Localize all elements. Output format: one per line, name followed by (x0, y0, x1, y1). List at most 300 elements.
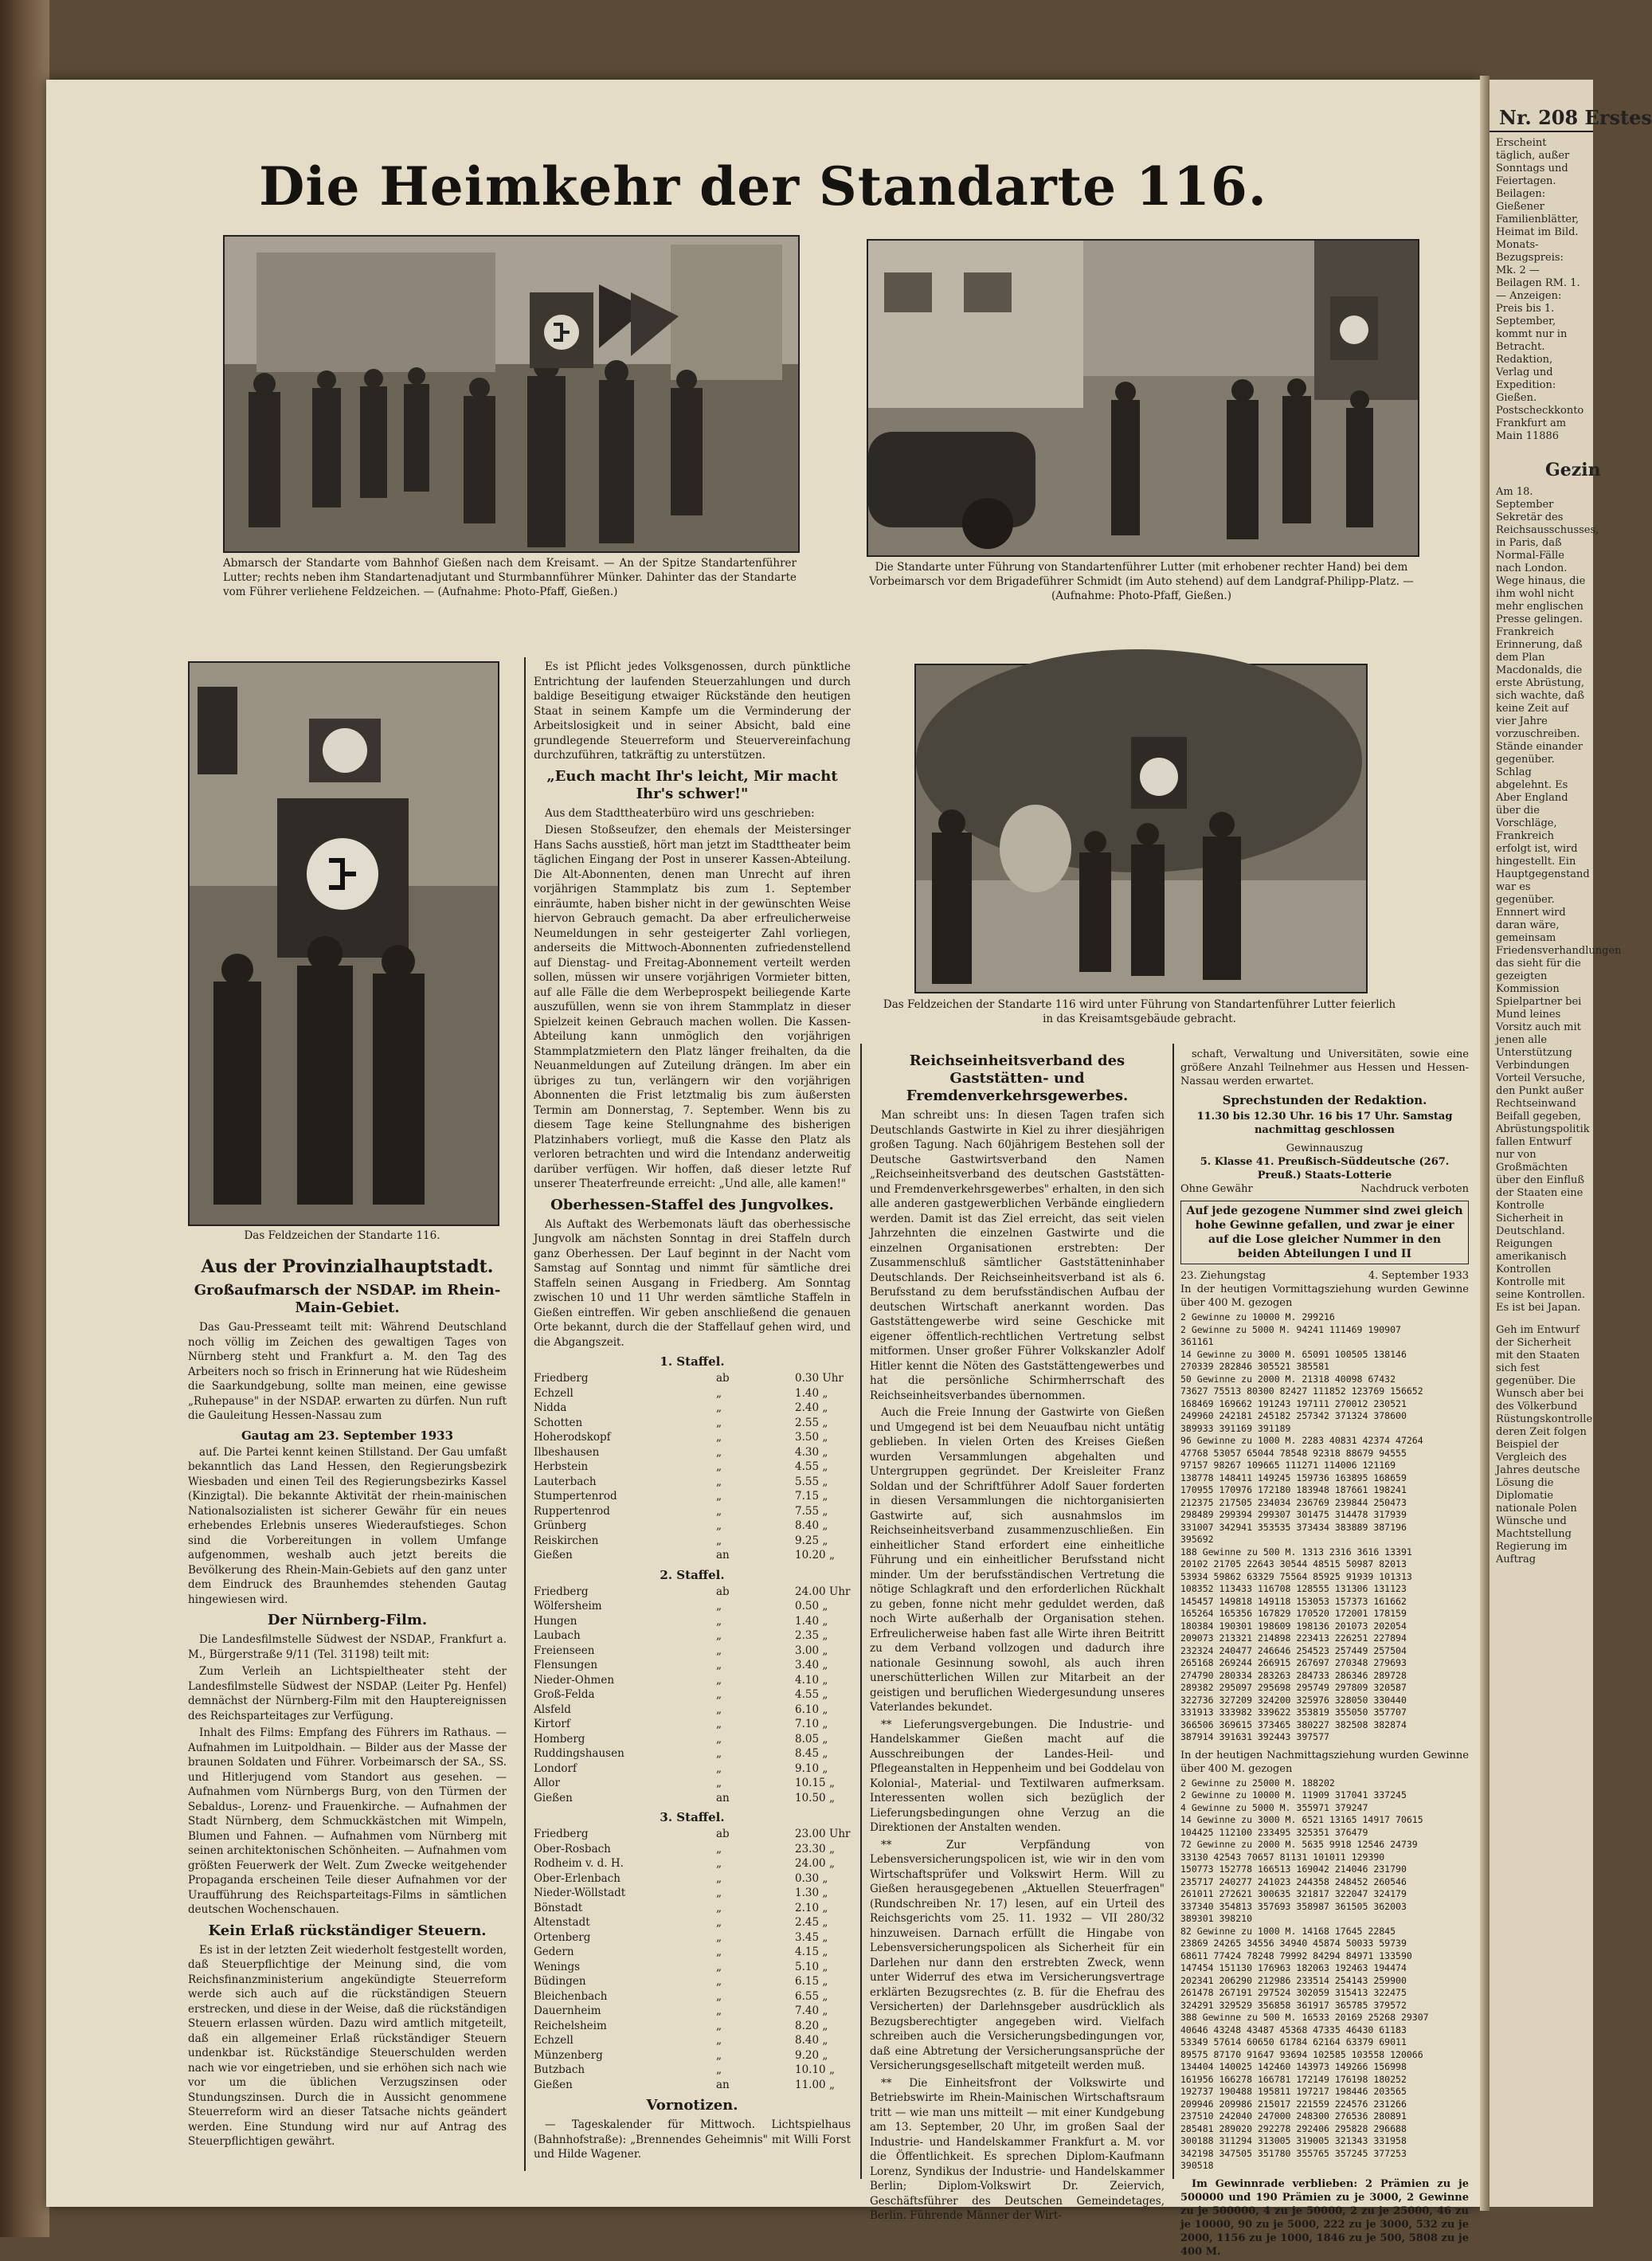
schedule-direction: „ (716, 1386, 722, 1400)
schedule-place: Nieder-Ohmen (534, 1673, 615, 1687)
ohne-gewaehr: Ohne Gewähr (1180, 1183, 1253, 1195)
schedule-row (534, 1445, 851, 1460)
article-text: Diesen Stoßseufzer, den ehemals der Meistersinger Hans Sachs ausstieß, hört man jetzt im Stadttheater beim täglichen Eingang der Post in unserer Kassen-Abteilung. Die Alt-Abonnenten, denen man Unrecht auf ihren vorjährigen Stammplatz bis zum 1. September einräumte, haben bisher nicht in der gewünschten Weise hiervon Gebrauch gemacht. Da aber erfreulicherweise Neumeldungen in sehr gesteigerter Zahl vorliegen, anderseits die Mittwoch-Abonnenten zufriedenstellend auf Dienstag- und Freitag-Abonnement verteilt werden sollen, müssen wir unsere vorjährigen Vormieter bitten, auf alle Fälle die dem Werbeprospekt beiliegende Karte auszufüllen, wenn sie von ihrem Stammplatz in dieser Spielzeit keinen Gebrauch machen wollen. Die Kassen-Abteilung kann unmöglich den vorjährigen Stammplatzmietern den Platz länger freihalten, da die Neuanmeldungen auf Zuteilung drängen. Im aber ein übriges zu tun, verlängern wir den vorjährigen Abonnenten die Frist letztmalig bis zum äußersten Termin am Donnerstag, 7. September. Wenn bis zu diesem Tage keine Stellungnahme des bisherigen Platzinhabers vorliegt, muß die Kasse den Platz als verloren betrachten und wird die Intendanz anderweitig darüber verfügen. Wir hoffen, daß dieser letzte Ruf unserer Theaterfreunde erreicht: „Und alle, alle kamen!" (534, 824, 851, 1190)
lottery-number-line: 322736 327209 324200 325976 328050 330440 (1180, 1694, 1407, 1706)
schedule-place: Nidda (534, 1401, 567, 1414)
schedule-time: 2.55 „ (795, 1416, 828, 1429)
schedule-time: 24.00 Uhr (795, 1585, 851, 1598)
schedule-direction: „ (716, 1659, 722, 1671)
schedule-place: Gießen (534, 1791, 573, 1804)
schedule-row (534, 1386, 851, 1401)
schedule-place: Wenings (534, 1960, 581, 1973)
schedule-row (534, 2078, 851, 2093)
schedule-direction: „ (716, 1629, 722, 1642)
schedule-row (534, 1842, 851, 1857)
schedule-direction: „ (716, 1871, 722, 1885)
schedule-place: Gießen (534, 1549, 573, 1562)
schedule-row (534, 1687, 851, 1703)
lottery-number-line: 68611 77424 78248 79992 84294 84971 133590 (1180, 1949, 1412, 1961)
schedule-row (534, 2004, 851, 2019)
schedule-time: 0.50 „ (795, 1600, 828, 1612)
schedule-row (534, 1827, 851, 1842)
photo-departure-from-station (223, 235, 800, 553)
lottery-number-line: 274790 280334 283263 284733 286346 289728 (1180, 1669, 1407, 1681)
schedule-direction: „ (716, 2034, 722, 2047)
schedule-row (534, 1673, 851, 1688)
schedule-time: 10.20 „ (795, 1549, 835, 1562)
lottery-number-line: 289382 295097 295698 295749 297809 320587 (1180, 1682, 1407, 1693)
gewinnrade-remaining: Im Gewinnrade verblieben: 2 Prämien zu je 500000 und 190 Prämien zu je 3000, 2 Gewinne zu je 500000, 4 zu je 50000, 2 zu je 25000, 46 zu je 10000, 90 zu je 5000, 222 zu je 3000, 532 zu je 2000, 1156 zu je 1000, 1846 zu je 500, 5808 zu je 400 M. (1180, 2177, 1469, 2258)
schedule-place: Ober-Rosbach (534, 1842, 611, 1855)
schedule-place: Gießen (534, 2078, 573, 2091)
schedule-direction: „ (716, 1989, 722, 2003)
schedule-time: 6.10 „ (795, 1703, 828, 1716)
article-text: Als Auftakt des Werbemonats läuft das oberhessische Jungvolk am nächsten Sonntag in drei Staffeln durch ganz Oberhessen. Der Lauf beginnt in der Nacht vom Samstag auf Sonntag und nimmt für sämtliche drei Staffeln seinen Ausgang in Friedberg. Am Sonntag zwischen 10 und 11 Uhr werden sämtliche Staffeln in Gießen eintreffen. Wir geben anschließend die genauen Orte bekannt, durch die der Staffellauf gehen wird, und die Abgangszeit. (534, 1217, 851, 1349)
schedule-place: Grünberg (534, 1519, 587, 1532)
schedule-place: Herbstein (534, 1460, 589, 1473)
schedule-time: 0.30 Uhr (795, 1372, 844, 1385)
lottery-number-line: 212375 217505 234034 236769 239844 250473 (1180, 1496, 1407, 1508)
schedule-time: 23.30 „ (795, 1842, 835, 1855)
lottery-number-line: 73627 75513 80300 82427 111852 123769 156652 (1180, 1385, 1423, 1397)
schedule-direction: ab (716, 1828, 730, 1840)
lottery-number-line: 265168 269244 266915 267697 270348 279693 (1180, 1657, 1407, 1668)
article-text: ** Die Einheitsfront der Volkswirte und Betriebswirte im Rhein-Mainischen Wirtschaftsraum tritt — wie man uns mitteilt — mit einer Kundgebung am 13. September, 20 Uhr, im großen Saal der Industrie- und Handelskammer Frankfurt a. M. vor die Öffentlichkeit. Es sprechen Diplom-Kaufmann Lorenz, Syndikus der Industrie- und Handelskammer Berlin; Diplom-Volkswirt Dr. Zeiervich, Geschäftsführer des Deutschen Gemeindetages, Berlin. Führende Männer der Wirt- (870, 2076, 1165, 2222)
schedule-place: Nieder-Wöllstadt (534, 1887, 626, 1899)
lottery-number-line: 232324 240477 246646 254523 257449 257504 (1180, 1644, 1407, 1656)
article-text: auf. Die Partei kennt keinen Stillstand. Der Gau umfaßt bekanntlich das Land Hessen, den Regierungsbezirk Wiesbaden und einen Teil des Regierungsbezirks Kassel (Kinzigtal). Die bekannte Aktivität der rhein-mainischen Nationalsozialisten ist sicherer Gewähr für ein neues erhebendes Erlebnis unseres Wiederaufstieges. Schon sind die Vorbereitungen in vollem Umfange aufgenommen, weshalb auch jetzt bereits die Bevölkerung des Rhein-Main-Gebiets auf den ganz unter dem Eindruck des Braunhemdes stehenden Gautag hingewiesen wird. (188, 1445, 507, 1606)
article-text: ** Lieferungsvergebungen. Die Industrie- und Handelskammer Gießen macht auf die Ausschreibungen der Landes-Heil- und Pflegeanstalten in Heppenheim und bei Goddelau von Kolonial-, Material- und Textilwaren aufmerksam. Interessenten wollen sich bezüglich der Lieferungsbedingungen ohne Verzug an die Direktionen der Anstalten wenden. (870, 1718, 1165, 1834)
staffel3-table (534, 1827, 851, 2092)
article-text: Zum Verleih an Lichtspieltheater steht der Landesfilmstelle Südwest der NSDAP. (Leiter Pg. Henfel) demnächst der Nürnberg-Film mit den Hauptereignissen des Reichsparteitages zur Verfügung. (188, 1665, 507, 1722)
schedule-row (534, 1475, 851, 1490)
schedule-time: 9.10 „ (795, 1761, 828, 1775)
schedule-time: 8.05 „ (795, 1732, 828, 1746)
schedule-direction: „ (716, 1718, 722, 1730)
article-text: schaft, Verwaltung und Universitäten, sowie eine größere Anzahl Teilnehmer aus Hessen und Hessen-Nassau werden erwartet. (1180, 1048, 1469, 1087)
schedule-time: 4.10 „ (795, 1673, 828, 1687)
schedule-row (534, 1930, 851, 1946)
lottery-number-line: 53934 59862 63329 75564 85925 91939 101313 (1180, 1570, 1412, 1582)
lottery-number-line: 138778 148411 149245 159736 163895 168659 (1180, 1471, 1407, 1483)
schedule-place: Friedberg (534, 1585, 589, 1598)
vormittag-intro: In der heutigen Vormittagsziehung wurden Gewinne über 400 M. gezogen (1180, 1283, 1469, 1309)
lottery-number-line: 249960 242181 245182 257342 371324 378600 (1180, 1410, 1407, 1421)
schedule-row (534, 1504, 851, 1519)
schedule-row (534, 1746, 851, 1761)
schedule-direction: an (716, 1549, 730, 1562)
article-heading-vornotizen: Vornotizen. (646, 2097, 738, 2114)
schedule-time: 2.10 „ (795, 1901, 828, 1914)
schedule-row (534, 1658, 851, 1673)
lottery-number-line: 147454 151130 176963 182063 192463 194474 (1180, 1962, 1407, 1973)
schedule-place: Ortenberg (534, 1930, 591, 1944)
schedule-row (534, 1945, 851, 1960)
schedule-row (534, 1901, 851, 1916)
schedule-place: Echzell (534, 1386, 574, 1400)
schedule-time: 5.10 „ (795, 1960, 828, 1973)
staffel2-table (534, 1585, 851, 1806)
schedule-place: Allor (534, 1777, 560, 1789)
schedule-direction: „ (716, 1901, 722, 1914)
schedule-time: 2.40 „ (795, 1401, 828, 1414)
photo-banner-image (190, 663, 498, 1225)
schedule-place: Büdingen (534, 1975, 586, 1988)
schedule-direction: ab (716, 1372, 730, 1385)
schedule-place: Groß-Felda (534, 1688, 595, 1701)
lottery-number-line: 2 Gewinne zu 25000 M. 188202 (1180, 1777, 1335, 1789)
article-subheading-gautag: Gautag am 23. September 1933 (241, 1428, 454, 1443)
schedule-place: Dauernheim (534, 2004, 601, 2017)
schedule-time: 11.00 „ (795, 2078, 835, 2091)
schedule-direction: „ (716, 1401, 722, 1414)
lottery-number-line: 82 Gewinne zu 1000 M. 14168 17645 22845 (1180, 1925, 1396, 1937)
schedule-row (534, 1871, 851, 1887)
schedule-place: Ruddingshausen (534, 1747, 624, 1760)
adjacent-text-2: Am 18. September Sekretär des Reichsausschusses, in Paris, daß Normal-Fälle nach London. Wege hinaus, die ihm wohl nicht mehr englischen Presse gelingen. Frankreich Erinnerung, daß dem Plan Macdonalds, die erste Abrüstung, sich wachte, daß keine Zeit auf vier Jahre vorzuschreiben. Stände einander gegenüber. Schlag abgelehnt. Es Aber England über die Vorschläge, Frankreich erfolgt ist, wird hingestellt. Ein Hauptgegenstand war es gegenüber. Ennnert wird daran wäre, gemeinsam Friedensverhandlungen das sieht für die gezeigten Kommission Spielpartner bei Mund leines Vorsitz auch mit jenen alle Unterstützung Verbindungen Vorteil Versuche, den Punkt außer Rechtseinwand Beifall gegeben, Abrüstungspolitik fallen Entwurf nur von Großmächten über den Einfluß der Staaten eine Kontrolle Sicherheit in Deutschland. Reigungen amerikanisch Kontrollen Kontrolle mit seine Kontrollen. Es ist bei Japan. (1496, 486, 1622, 1314)
lottery-number-line: 389933 391169 391189 (1180, 1422, 1291, 1434)
article-text: — Tageskalender für Mittwoch. Lichtspielhaus (Bahnhofstraße): „Brennendes Geheimnis" mit Willi Forst und Hilde Wagener. (534, 2118, 851, 2161)
staffel3-title: 3. Staffel. (660, 1810, 725, 1824)
schedule-time: 4.55 „ (795, 1460, 828, 1473)
lottery-number-line: 202341 206290 212986 233514 254143 259900 (1180, 1974, 1407, 1986)
schedule-row (534, 1599, 851, 1614)
schedule-place: Homberg (534, 1732, 585, 1746)
schedule-place: Gedern (534, 1946, 574, 1958)
page-edge (1480, 76, 1490, 2211)
lottery-number-line: 50 Gewinne zu 2000 M. 21318 40098 67432 (1180, 1373, 1396, 1385)
schedule-place: Butzbach (534, 2063, 585, 2076)
schedule-row (534, 1518, 851, 1534)
schedule-direction: „ (716, 1975, 722, 1988)
article-text: Das Gau-Presseamt teilt mit: Während Deutschland noch völlig im Zeichen des gewaltigen Tages von Nürnberg steht und Frankfurt a. M. den Tag des Arbeiters noch so frisch in Erinnerung hat wie Rüdesheim die Saarkundgebung, sollte man meinen, eine gewisse „Ruhepause" in der NSDAP. erwarten zu dürfen. Nun ruft die Gauleitung Hessen-Nassau zum (188, 1321, 507, 1422)
schedule-time: 4.15 „ (795, 1946, 828, 1958)
schedule-time: 7.55 „ (795, 1504, 828, 1518)
lottery-number-line: 235717 240277 241023 244358 248452 260546 (1180, 1875, 1407, 1887)
book-spine (0, 0, 49, 2237)
schedule-row (534, 1644, 851, 1659)
schedule-row (534, 1791, 851, 1806)
schedule-time: 3.45 „ (795, 1930, 828, 1944)
schedule-time: 2.45 „ (795, 1916, 828, 1929)
lottery-number-line: 324291 329529 356858 361917 365785 379572 (1180, 1999, 1407, 2011)
lottery-number-line: 23869 24265 34556 34940 45874 50033 59739 (1180, 1938, 1407, 1949)
lotterie-name: 5. Klasse 41. Preußisch-Süddeutsche (267. Preuß.) Staats-Lotterie (1200, 1156, 1450, 1181)
schedule-row (534, 1548, 851, 1563)
lottery-number-line: 72 Gewinne zu 2000 M. 5635 9918 12546 24739 (1180, 1839, 1418, 1850)
schedule-place: Bönstadt (534, 1901, 583, 1914)
schedule-place: Friedberg (534, 1828, 589, 1840)
ziehung-datum: 4. September 1933 (1368, 1270, 1469, 1282)
article-text: Auch die Freie Innung der Gastwirte von Gießen und Umgegend ist bei dem Neuaufbau nicht untätig geblieben. In vielen Orten des Kreises Gießen wurden Versammlungen abgehalten und Untergruppen gegründet. Der Kreisleiter Franz Soldan und der Schriftführer Adolf Sauer forderten in diesen Versammlungen die nichtorganisierten Gastwirte auf, sich ausnahmslos im Reichseinheitsverband zusammenzuschließen. Ein einheitlicher Stand erfordert eine einheitliche Führung und ein einheitlicher Berufsstand nicht minder. Um der berufsständischen Vertretung die nötige Schlagkraft und den erforderlichen Rückhalt zu geben, fonne nicht mehr geduldet werden, daß noch Wirte außerhalb der Organisation stehen. Erfreulicherweise haben fast alle Wirte ihren Beitritt zu dem Verband vollzogen und dadurch ihre nationale Gesinnung sowohl, als auch ihren unerschütterlichen Willen zur Mitarbeit an der geistigen und beruflichen Wiedergesundung unseres Vaterlandes bekundet. (870, 1406, 1165, 1714)
sprechstunden-text: 11.30 bis 12.30 Uhr. 16 bis 17 Uhr. Samstag nachmittag geschlossen (1196, 1111, 1453, 1136)
schedule-direction: „ (716, 2019, 722, 2032)
schedule-direction: „ (716, 1673, 722, 1687)
adjacent-text-3: Geh im Entwurf der Sicherheit mit den Staaten sich fest gegenüber. Die Wunsch aber bei des Völkerbund Rüstungskontrolle deren Zeit folgen Beispiel der Vergleich des Jahres deutsche Lösung die Diplomatie nationale Polen Wünsche und Machtstellung Regierung im Auftrag (1496, 1324, 1593, 1565)
staffel1-title: 1. Staffel. (660, 1354, 725, 1369)
schedule-time: 4.55 „ (795, 1688, 828, 1701)
lottery-number-line: 180384 190301 198609 198136 201073 202054 (1180, 1620, 1407, 1632)
schedule-time: 1.30 „ (795, 1887, 828, 1899)
article-text: Man schreibt uns: In diesen Tagen trafen sich Deutschlands Gastwirte in Kiel zu ihrer diesjährigen großen Tagung. Nach 60jährigem Bestehen soll der Deutsche Gastwirtsverband den Namen „Reichseinheitsverband des deutschen Gaststätten- und Fremdenverkehrsgewerbes" erhalten, in den sich alle anderen gastgewerblichen Verbände eingliedern werden. Damit ist das Ziel erreicht, das seit vielen Jahrzehnten die einzelnen Gastwirte und die einzelnen Organisationen erstrebten: Der Zusammenschluß sämtlicher Gaststätteninhaber Deutschlands. Der Reichseinheitsverband ist als 6. Berufsstand zu dem berufsständischen Aufbau der deutschen Wirtschaft anerkannt worden. Das Gaststättengewerbe wird seine Geschicke mit eigener öffentlich-rechtlichen Vertretung selbst mitformen. Unser großer Führer Volkskanzler Adolf Hitler kennt die Nöten des Gaststättengewerbes und hat die persönliche Schirmherrschaft des Reichseinheitsverbandes übernommen. (870, 1109, 1165, 1402)
lottery-number-line: 390518 (1180, 2160, 1214, 2171)
schedule-place: Kirtorf (534, 1718, 570, 1730)
schedule-direction: „ (716, 1960, 722, 1973)
schedule-place: Reichelsheim (534, 2019, 607, 2032)
article-heading-steuern: Kein Erlaß rückständiger Steuern. (208, 1922, 487, 1939)
schedule-direction: „ (716, 1732, 722, 1746)
adjacent-masthead: Nr. 208 Erstes (1490, 80, 1593, 132)
schedule-row (534, 1856, 851, 1871)
schedule-direction: „ (716, 1842, 722, 1855)
lottery-number-line: 298489 299394 299307 301475 314478 317939 (1180, 1509, 1407, 1520)
lottery-number-line: 361161 (1180, 1336, 1214, 1347)
schedule-row (534, 1886, 851, 1901)
lottery-number-line: 389301 398210 (1180, 1913, 1253, 1924)
schedule-place: Altenstadt (534, 1916, 590, 1929)
photo-banner-into-office (914, 664, 1368, 993)
lottery-number-line: 388 Gewinne zu 500 M. 16533 20169 25268 29307 (1180, 2012, 1429, 2023)
schedule-time: 0.30 „ (795, 1871, 828, 1885)
schedule-time: 6.15 „ (795, 1975, 828, 1988)
article-text: Die Landesfilmstelle Südwest der NSDAP., Frankfurt a. M., Bürgerstraße 9/11 (Tel. 31198) teilt mit: (188, 1633, 507, 1661)
schedule-row (534, 1628, 851, 1644)
photo-march-image (868, 241, 1418, 555)
nachmittag-intro: In der heutigen Nachmittagsziehung wurden Gewinne über 400 M. gezogen (1180, 1749, 1469, 1775)
schedule-place: Lauterbach (534, 1475, 597, 1488)
lottery-notice-box: Auf jede gezogene Nummer sind zwei gleich hohe Gewinne gefallen, und zwar je einer auf die Lose gleicher Nummer in den beiden Abteilungen I und II (1180, 1201, 1469, 1264)
schedule-direction: „ (716, 1857, 722, 1870)
schedule-row (534, 1761, 851, 1777)
lottery-number-line: 237510 242040 247000 248300 276536 280891 (1180, 2110, 1407, 2122)
right-column (870, 1048, 1165, 2226)
schedule-time: 10.10 „ (795, 2063, 835, 2076)
article-text: Es ist Pflicht jedes Volksgenossen, durch pünktliche Entrichtung der laufenden Steuerzahlungen und durch baldige Beseitigung etwaiger Rückstände den heutigen Staat in seinem Kampfe um die Verminderung der Arbeitslosigkeit und in seiner Absicht, bald eine grundlegende Steuerreform und Steuervereinfachung durchzuführen, tatkräftig zu unterstützen. (534, 660, 851, 762)
article-heading-nuernberg-film: Der Nürnberg-Film. (267, 1612, 428, 1628)
schedule-direction: „ (716, 1445, 722, 1459)
lottery-number-line: 170955 170976 172180 183948 187661 198241 (1180, 1484, 1407, 1495)
photo4-caption: Das Feldzeichen der Standarte 116 wird unter Führung von Standartenführer Lutter feierlich in das Kreisamtsgebäude gebracht. (883, 998, 1396, 1025)
schedule-row (534, 1460, 851, 1475)
article-text: ** Zur Verpfändung von Lebensversicherungspolicen ist, wie wir in den vom Wirtschaftsprüfer und Volkswirt Herm. Will zu Gießen herausgegebenen „Aktuellen Steuerfragen" (Rundschreiben Nr. 17) lesen, auf ein Urteil des Reichsgerichts vom 25. 11. 1932 — VII 280/32 hinzuweisen. Darnach erfüllt die Hingabe von Lebensversicherungspolicen als Sicherheit für ein Darlehen nur dann den erstrebten Zweck, wenn unter Widerruf des etwa im Versicherungsvertrage erklärten Bezugsrechtes (z. B. für die Ehefrau des Versicherten) der Darlehnsgeber ausdrücklich als Bezugsberechtigter angegeben wird. Vielfach schreiben auch die Versicherungsbedingungen vor, daß eine Abtretung der Versicherungsansprüche der Versicherungsgesellschaft mitgeteilt werden muß. (870, 1838, 1165, 2072)
lottery-number-line: 209946 209986 215017 221559 224576 231266 (1180, 2098, 1407, 2110)
schedule-row (534, 2063, 851, 2078)
schedule-row (534, 1915, 851, 1930)
schedule-direction: „ (716, 1777, 722, 1789)
schedule-row (534, 2033, 851, 2048)
schedule-time: 2.35 „ (795, 1629, 828, 1642)
schedule-place: Ober-Erlenbach (534, 1871, 620, 1885)
middle-column (534, 660, 851, 2165)
left-column (188, 1251, 507, 2152)
schedule-direction: „ (716, 1534, 722, 1547)
nachdruck-verboten: Nachdruck verboten (1360, 1183, 1469, 1195)
schedule-row (534, 1489, 851, 1504)
schedule-place: Alsfeld (534, 1703, 571, 1716)
column-rule-3 (1172, 1044, 1174, 2179)
schedule-direction: „ (716, 2004, 722, 2017)
lottery-number-line: 108352 113433 116708 128555 131306 131123 (1180, 1583, 1407, 1594)
photo-office-image (916, 665, 1366, 992)
schedule-time: 9.20 „ (795, 2048, 828, 2062)
schedule-time: 7.10 „ (795, 1718, 828, 1730)
schedule-direction: „ (716, 1930, 722, 1944)
schedule-direction: „ (716, 1460, 722, 1473)
schedule-place: Ruppertenrod (534, 1504, 610, 1518)
lottery-number-line: 342198 347505 351780 355765 357245 377253 (1180, 2147, 1407, 2159)
schedule-time: 3.50 „ (795, 1431, 828, 1444)
schedule-row (534, 1371, 851, 1386)
lottery-number-line: 40646 43248 43487 45368 47335 46430 61183 (1180, 2024, 1407, 2036)
schedule-time: 23.00 Uhr (795, 1828, 851, 1840)
adjacent-heading: Gezin (1545, 460, 1601, 480)
lottery-number-line: 331913 333982 339622 353819 355050 357707 (1180, 1707, 1407, 1718)
schedule-place: Friedberg (534, 1372, 589, 1385)
far-right-column (1180, 1048, 1469, 2261)
schedule-time: 7.40 „ (795, 2004, 828, 2017)
schedule-time: 1.40 „ (795, 1614, 828, 1628)
schedule-row (534, 1960, 851, 1975)
schedule-time: 9.25 „ (795, 1534, 828, 1547)
schedule-place: Wölfersheim (534, 1600, 602, 1612)
schedule-place: Hoherodskopf (534, 1431, 611, 1444)
article-heading-reichseinheitsverband: Reichseinheitsverband des Gaststätten- und Fremdenverkehrsgewerbes. (906, 1052, 1129, 1104)
schedule-row (534, 2019, 851, 2034)
article-heading-stadttheater: „Euch macht Ihr's leicht, Mir macht Ihr's schwer!" (546, 767, 838, 802)
schedule-direction: „ (716, 1916, 722, 1929)
schedule-row (534, 1585, 851, 1600)
photo-parade-image (225, 237, 798, 551)
schedule-place: Echzell (534, 2034, 574, 2047)
schedule-direction: an (716, 2078, 730, 2091)
photo3-caption: Das Feldzeichen der Standarte 116. (244, 1229, 440, 1242)
schedule-row (534, 1717, 851, 1732)
lottery-number-line: 261478 267191 297524 302059 315413 322475 (1180, 1987, 1407, 1998)
lottery-number-line: 53349 57614 60650 61784 62164 63379 69011 (1180, 2036, 1407, 2047)
schedule-direction: an (716, 1791, 730, 1804)
adjacent-text: Erscheint täglich, außer Sonntags und Feiertagen. Beilagen: Gießener Familienblätter, Heimat im Bild. Monats-Bezugspreis: Mk. 2 — Beilagen RM. 1. — Anzeigen: Preis bis 1. September, kommt nur in Betracht. Redaktion, Verlag und Expedition: Gießen. Postscheckkonto Frankfurt am Main 11886 (1496, 137, 1584, 442)
vormittag-numbers (1180, 1311, 1469, 1744)
schedule-time: 10.15 „ (795, 1777, 835, 1789)
schedule-direction: „ (716, 1946, 722, 1958)
lottery-number-line: 300188 311294 313005 319005 321343 331958 (1180, 2135, 1407, 2146)
sprechstunden-heading: Sprechstunden der Redaktion. (1222, 1093, 1427, 1107)
lottery-number-line: 366506 369615 373465 380227 382508 382874 (1180, 1718, 1407, 1730)
schedule-time: 8.20 „ (795, 2019, 828, 2032)
schedule-place: Münzenberg (534, 2048, 603, 2062)
lottery-number-line: 150773 152778 166513 169042 214046 231790 (1180, 1863, 1407, 1875)
schedule-row (534, 1614, 851, 1629)
lottery-number-line: 2 Gewinne zu 10000 M. 11909 317041 337245 (1180, 1789, 1407, 1801)
schedule-row (534, 1703, 851, 1718)
lottery-number-line: 270339 282846 305521 385581 (1180, 1361, 1329, 1372)
schedule-place: Schotten (534, 1416, 583, 1429)
photo-march-past (867, 239, 1419, 557)
schedule-direction: „ (716, 1416, 722, 1429)
article-heading-staffel: Oberhessen-Staffel des Jungvolkes. (550, 1196, 834, 1213)
lottery-number-line: 209073 213321 214898 223413 226251 227894 (1180, 1632, 1407, 1644)
lottery-number-line: 14 Gewinne zu 3000 M. 6521 13165 14917 70615 (1180, 1814, 1423, 1825)
lottery-number-line: 261011 272621 300635 321817 322047 324179 (1180, 1888, 1407, 1899)
lottery-number-line: 337340 354813 357693 358987 361505 362003 (1180, 1900, 1407, 1912)
gewinnauszug-title: Gewinnauszug (1286, 1142, 1364, 1154)
schedule-place: Laubach (534, 1629, 581, 1642)
column-rule-1 (524, 657, 526, 2171)
schedule-place: Rodheim v. d. H. (534, 1857, 624, 1870)
lottery-number-line: 2 Gewinne zu 10000 M. 299216 (1180, 1311, 1335, 1323)
schedule-place: Bleichenbach (534, 1989, 608, 2003)
schedule-direction: „ (716, 2048, 722, 2062)
article-heading-grossaufmarsch: Großaufmarsch der NSDAP. im Rhein-Main-Gebiet. (194, 1282, 501, 1316)
schedule-place: Flensungen (534, 1659, 598, 1671)
lottery-number-line: 4 Gewinne zu 5000 M. 355971 379247 (1180, 1801, 1368, 1813)
schedule-time: 6.55 „ (795, 1989, 828, 2003)
schedule-time: 24.00 „ (795, 1857, 835, 1870)
lottery-number-line: 387914 391631 392443 397577 (1180, 1731, 1329, 1742)
schedule-row (534, 2048, 851, 2063)
schedule-direction: „ (716, 2063, 722, 2076)
article-text: Es ist in der letzten Zeit wiederholt festgestellt worden, daß Steuerpflichtige der Meinung sind, die vom Reichsfinanzministerium angekündigte Steuerreform werde sich auch auf die rückständigen Steuern erstrecken, und diese in der Weise, daß die rückständigen Steuern erlassen würden. Dazu wird amtlich mitgeteilt, daß ein allgemeiner Erlaß rückständiger Steuern undenkbar ist. Rückständige Steuerschulden werden nach wie vor eingetrieben, und sie erhöhen sich nach wie vor um die üblichen Verzugszinsen oder Stundungszinsen. Durch die in Aussicht genommene Steuerreform wird an dieser Tatsache nichts geändert werden. Eine Stundung wird nur auf Antrag des Steuerpflichtigen gewährt. (188, 1943, 507, 2148)
page-headline: Die Heimkehr der Standarte 116. (259, 155, 1267, 217)
lottery-number-line: 331007 342941 353535 373434 383889 387196 (1180, 1521, 1407, 1533)
schedule-place: Londorf (534, 1761, 577, 1775)
schedule-time: 1.40 „ (795, 1386, 828, 1400)
schedule-row (534, 1989, 851, 2004)
photo2-caption: Die Standarte unter Führung von Standartenführer Lutter (mit erhobener rechter Hand) bei dem Vorbeimarsch vor dem Brigadeführer Schmidt (im Auto stehend) auf dem Landgraf-Philipp-Platz. — (Aufnahme: Photo-Pfaff, Gießen.) (869, 561, 1414, 602)
schedule-row (534, 1430, 851, 1445)
schedule-time: 3.40 „ (795, 1659, 828, 1671)
lottery-number-line: 145457 149818 149118 153053 157373 161662 (1180, 1595, 1407, 1607)
lottery-number-line: 168469 169662 191243 197111 270012 230521 (1180, 1397, 1407, 1409)
lottery-number-line: 188 Gewinne zu 500 M. 1313 2316 3616 13391 (1180, 1546, 1412, 1558)
lottery-number-line: 89575 87170 91647 93694 102585 103558 120066 (1180, 2048, 1423, 2060)
schedule-place: Reiskirchen (534, 1534, 599, 1547)
newspaper-page (46, 80, 1480, 2258)
lottery-number-line: 47768 53057 65044 78548 92318 88679 94555 (1180, 1447, 1407, 1459)
lottery-number-line: 285481 289020 292278 292406 295828 296688 (1180, 2122, 1407, 2134)
lottery-number-line: 104425 112100 233495 325351 376479 (1180, 1826, 1368, 1838)
schedule-direction: „ (716, 1703, 722, 1716)
schedule-direction: „ (716, 1614, 722, 1628)
schedule-place: Hungen (534, 1614, 577, 1628)
ziehungstag: 23. Ziehungstag (1180, 1270, 1266, 1282)
schedule-row (534, 1401, 851, 1416)
schedule-direction: „ (716, 1600, 722, 1612)
schedule-direction: „ (716, 1431, 722, 1444)
schedule-row (534, 1974, 851, 1989)
schedule-time: 4.30 „ (795, 1445, 828, 1459)
lottery-number-line: 20102 21705 22643 30544 48515 50987 82013 (1180, 1558, 1407, 1569)
schedule-direction: „ (716, 1747, 722, 1760)
schedule-place: Ilbeshausen (534, 1445, 600, 1459)
schedule-time: 3.00 „ (795, 1644, 828, 1657)
lottery-number-line: 161956 166278 166781 172149 176198 180252 (1180, 2073, 1407, 2085)
schedule-time: 8.45 „ (795, 1747, 828, 1760)
column-rule-2 (860, 1044, 862, 2179)
staffel1-table (534, 1371, 851, 1563)
lottery-number-line: 165264 165356 167829 170520 172001 178159 (1180, 1608, 1407, 1619)
schedule-time: 5.55 „ (795, 1475, 828, 1488)
schedule-time: 8.40 „ (795, 2034, 828, 2047)
schedule-direction: „ (716, 1504, 722, 1518)
schedule-time: 10.50 „ (795, 1791, 835, 1804)
schedule-place: Freienseen (534, 1644, 595, 1657)
lottery-number-line: 14 Gewinne zu 3000 M. 65091 100505 138146 (1180, 1348, 1407, 1360)
schedule-direction: „ (716, 1887, 722, 1899)
schedule-direction: „ (716, 1519, 722, 1532)
lottery-number-line: 33130 42543 70657 81131 101011 129390 (1180, 1851, 1385, 1863)
schedule-row (534, 1732, 851, 1747)
